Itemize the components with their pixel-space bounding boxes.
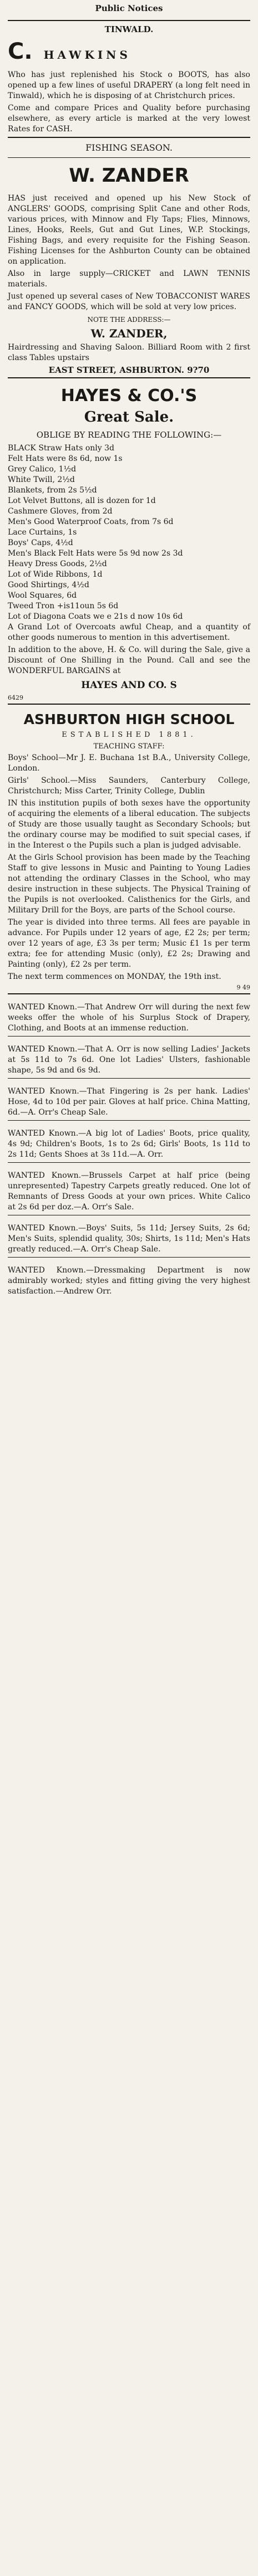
list-item: White Twill, 2½d xyxy=(8,475,75,484)
divider xyxy=(8,377,250,378)
list-item: Blankets, from 2s 5½d xyxy=(8,486,97,495)
merchant-name: W. ZANDER xyxy=(69,165,189,187)
school-title: ASHBURTON HIGH SCHOOL xyxy=(23,711,235,727)
body-text: Who has just replenished his Stock o BOOTS, has also opened up a few lines of useful DRAPERY (a long felt need in Tinwald), which he is disposing of at Christchurch prices. xyxy=(8,70,250,100)
list-item: Grey Calico, 1½d xyxy=(8,465,77,474)
list-item: Wool Squares, 6d xyxy=(8,591,77,600)
merchant-name: HAWKINS xyxy=(43,48,131,61)
divider xyxy=(8,704,250,705)
wanted-notice: WANTED Known.—That A. Orr is now selling Ladies' Jackets at 5s 11d to 7s 6d. One lot Ladies' Ulsters, fashionable shape, 5s 9d and 6s 9d. xyxy=(8,1045,250,1075)
list-item: Cashmere Gloves, from 2d xyxy=(8,507,113,516)
store-signature: HAYES AND CO. S xyxy=(81,680,177,691)
oblige-line: OBLIGE BY READING THE FOLLOWING:— xyxy=(36,430,222,440)
list-item: Men's Good Waterproof Coats, from 7s 6d xyxy=(8,517,174,526)
list-item: Heavy Dress Goods, 2½d xyxy=(8,560,107,568)
sale-heading: Great Sale. xyxy=(84,409,174,425)
wanted-notice: WANTED Known.—Dressmaking Department is now admirably worked; styles and fitting giving the very highest satisfaction.—Andrew Orr. xyxy=(8,1266,250,1296)
staff-text: Boys' School—Mr J. E. Buchana 1st B.A., University College, London. xyxy=(8,753,250,773)
merchant-name: W. ZANDER, xyxy=(90,327,168,340)
list-item: Men's Black Felt Hats were 5s 9d now 2s 3d xyxy=(8,549,183,558)
list-item: Felt Hats were 8s 6d, now 1s xyxy=(8,454,123,463)
list-item: Lot of Wide Ribbons, 1d xyxy=(8,570,103,579)
established-line: ESTABLISHED 1881. xyxy=(62,731,196,739)
divider xyxy=(8,1162,250,1163)
body-text: The next term commences on MONDAY, the 19th inst. xyxy=(8,972,221,981)
wanted-notice: WANTED Known.—Boys' Suits, 5s 11d; Jersey Suits, 2s 6d; Men's Suits, splendid quality, 30s; Shirts, 1s 11d; Men's Hats greatly reduced.—A. Orr's Cheap Sale. xyxy=(8,1224,250,1254)
body-text: The year is divided into three terms. All fees are payable in advance. For Pupils under 12 years of age, £2 2s; per term; over 12 years of age, £3 3s per term; Music £1 1s per term extra; fee for attending Music (only), £2 2s; Drawing and Painting (only), £2 2s per term. xyxy=(8,918,250,969)
body-text: IN this institution pupils of both sexes have the opportunity of acquiring the elements of a liberal education. The subjects of Study are those usually taught as Secondary Schools; but the ordinary course may be modified to suit special cases, if in the Interest o the Pupils such a plan is judged advisable. xyxy=(8,799,250,850)
place-heading: TINWALD. xyxy=(104,24,154,34)
hayes-ad xyxy=(8,386,250,701)
wanted-notice: WANTED Known.—A big lot of Ladies' Boots, price quality, 4s 9d; Children's Boots, 1s to 2s 6d; Girls' Boots, 1s 11d to 2s 11d; Gents Shoes at 3s 11d.—A. Orr. xyxy=(8,1129,250,1159)
body-text: Also in large supply—CRICKET and LAWN TENNIS materials. xyxy=(8,269,250,289)
address-text: Hairdressing and Shaving Saloon. Billiard Room with 2 first class Tables upstairs xyxy=(8,343,250,362)
price-list xyxy=(8,443,250,622)
divider xyxy=(8,137,250,138)
list-item: Lot of Diagona Coats we e 21s d now 10s 6d xyxy=(8,612,183,621)
street-address: EAST STREET, ASHBURTON. 9?70 xyxy=(48,365,210,375)
name-initial: C. xyxy=(8,39,33,64)
body-text: Come and compare Prices and Quality before purchasing elsewhere, as every article is marked at the very lowest Rates for CASH. xyxy=(8,104,250,134)
body-text: A Grand Lot of Overcoats awful Cheap, and a quantity of other goods numerous to mention in this advertisement. xyxy=(8,623,250,642)
staff-text: Girls' School.—Miss Saunders, Canterbury College, Christchurch; Miss Carter, Trinity College, Dublin xyxy=(8,776,250,796)
wanted-notice: WANTED Known.—That Andrew Orr will during the next few weeks offer the whole of his Surplus Stock of Drapery, Clothing, and Boots at an immense reduction. xyxy=(8,1003,250,1033)
divider xyxy=(8,157,250,158)
ad-code: 9 49 xyxy=(236,984,250,991)
list-item: Tweed Tron +is11oun 5s 6d xyxy=(8,602,119,610)
wanted-notice: WANTED Known.—Brussels Carpet at half price (being unrepresented) Tapestry Carpets greatly reduced. One lot of Remnants of Dress Goods at your own prices. White Calico at 2s 6d per doz.—A. Orr's Sale. xyxy=(8,1171,250,1212)
note-label: NOTE THE ADDRESS:— xyxy=(87,316,171,324)
staff-label: TEACHING STAFF: xyxy=(93,742,165,751)
body-text: HAS just received and opened up his New Stock of ANGLERS' GOODS, comprising Split Cane and other Rods, various prices, with Minnow and Fly Taps; Flies, Minnows, Lines, Hooks, Reels, Gut and Gut Lines, W.P. Stockings, Fishing Bags, and every requisite for the Fishing Season. Fishing Licenses for the Ashburton County can be obtained on application. xyxy=(8,194,250,266)
body-text: Just opened up several cases of New TOBACCONIST WARES and FANCY GOODS, which will be sold at very low prices. xyxy=(8,292,250,311)
list-item: BLACK Straw Hats only 3d xyxy=(8,444,114,453)
list-item: Lot Velvet Buttons, all is dozen for 1d xyxy=(8,496,156,505)
divider xyxy=(8,20,250,21)
zander-ad xyxy=(8,142,250,375)
body-text: In addition to the above, H. & Co. will during the Sale, give a Discount of One Shilling in the Pound. Call and see the WONDERFUL BARGAINS at xyxy=(8,645,250,675)
divider xyxy=(8,1078,250,1079)
list-item: Lace Curtains, 1s xyxy=(8,528,77,537)
school-ad xyxy=(8,711,250,991)
hawkins-name-row xyxy=(8,39,250,64)
season-heading: FISHING SEASON. xyxy=(85,142,173,153)
section-header: Public Notices xyxy=(95,3,163,13)
wanted-notice: WANTED Known.—That Fingering is 2s per hank. Ladies' Hose, 4d to 10d per pair. Gloves at half price. China Matting, 6d.—A. Orr's Cheap Sale. xyxy=(8,1087,250,1117)
ad-code: 6429 xyxy=(8,694,23,701)
wanted-ads xyxy=(8,1002,250,1297)
divider xyxy=(8,1120,250,1121)
list-item: Good Shirtings, 4½d xyxy=(8,581,89,589)
list-item: Boys' Caps, 4½d xyxy=(8,538,73,547)
divider xyxy=(8,993,250,994)
hawkins-ad xyxy=(8,24,250,135)
body-text: At the Girls School provision has been made by the Teaching Staff to give lessons in Music and Painting to Young Ladies not attending the ordinary Classes in the School, who may desire instruction in these subjects. The Physical Training of the Pupils is not overlooked. Calisthenics for the Girls, and Military Drill for the Boys, are parts of the School course. xyxy=(8,853,250,915)
divider xyxy=(8,1257,250,1258)
store-title: HAYES & CO.'S xyxy=(60,386,198,406)
